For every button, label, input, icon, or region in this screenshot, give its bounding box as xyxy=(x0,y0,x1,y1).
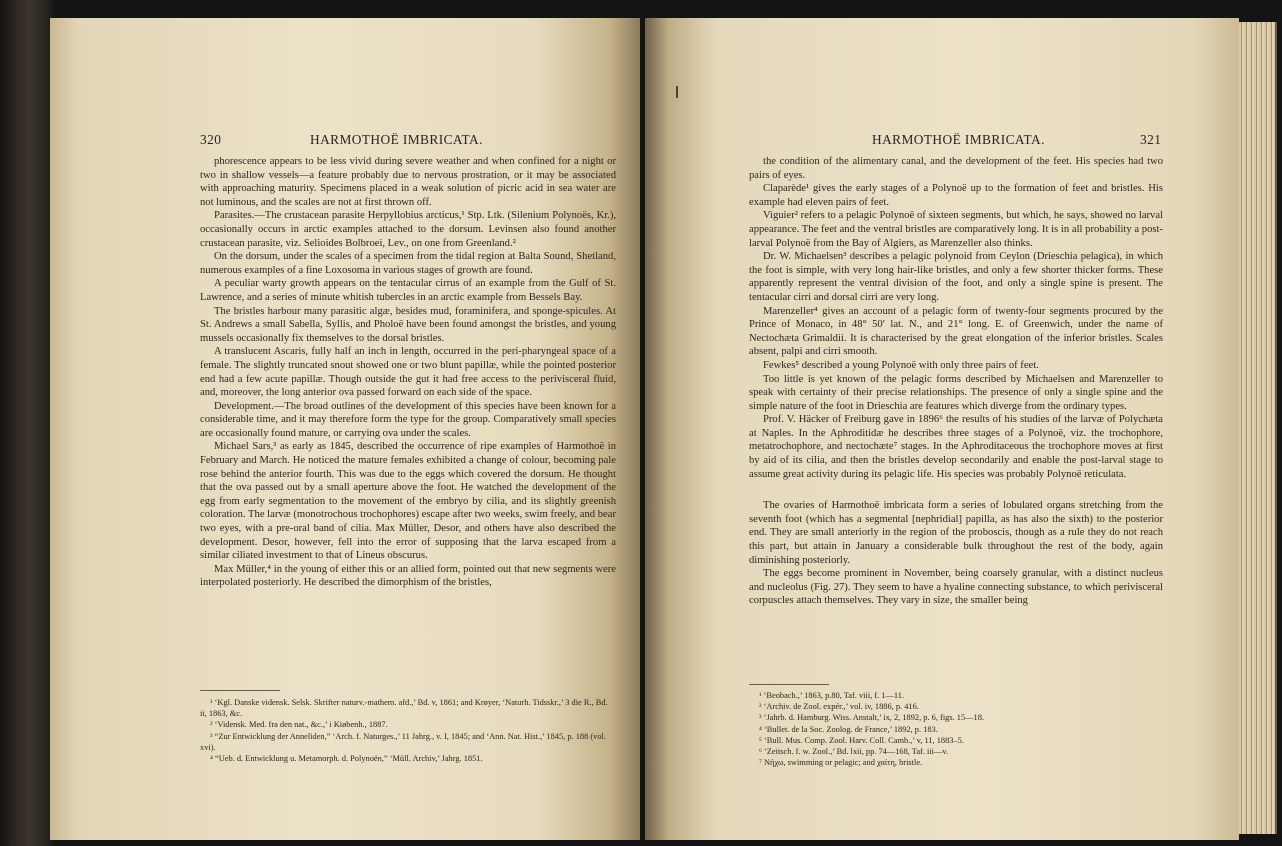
right-body-text xyxy=(749,155,1163,608)
footnote: ⁷ Νήχω, swimming or pelagic; and χαίτη, bristle. xyxy=(759,758,923,768)
body-paragraph: The eggs become prominent in November, being coarsely granular, with a distinct nucleus and nucleolus (Fig. 27). They seem to have a hyaline connecting substance, to which perivisceral corpuscles attach themselves. They vary in size, the smaller being xyxy=(749,568,1163,607)
right-footnote-rule xyxy=(749,684,829,685)
body-paragraph: Parasites.—The crustacean parasite Herpyllobius arcticus,¹ Stp. Ltk. (Silenium Polynoës, Kr.), occasionally occurs in arctic examples attached to the dorsum. Levinsen also found another crustacean parasite, viz. Selioides Bolbroei, Lev., on one from Greenland.² xyxy=(200,210,616,249)
footnote: ² ‘Archiv. de Zool. expér.,’ vol. iv, 1886, p. 416. xyxy=(759,702,919,712)
footnote: ⁶ ‘Zeitsch. f. w. Zool.,’ Bd. lxii, pp. 74—168, Taf. iii—v. xyxy=(759,747,949,757)
left-running-head: HARMOTHOË IMBRICATA. xyxy=(310,132,483,147)
body-paragraph: the condition of the alimentary canal, and the development of the feet. His species had two pairs of eyes. xyxy=(749,156,1163,181)
footnote: ¹ ‘Beobach.,’ 1863, p.80, Taf. viii, f. 1—11. xyxy=(759,691,905,700)
body-paragraph: The ovaries of Harmothoë imbricata form a series of lobulated organs stretching from the seventh foot (which has a segmental [nephridial] papilla, as has also the sixth) to the posterior end. They are small anteriorly in the region of the proboscis, though as a rule they do not reach this part, but attain in January a considerable bulk throughout the rest of the body, again diminishing posteriorly. xyxy=(749,500,1163,566)
page-edges xyxy=(1239,22,1277,834)
page-mark xyxy=(676,86,678,98)
body-paragraph: Prof. V. Häcker of Freiburg gave in 1896⁶ the results of his studies of the larvæ of Polychæta at Naples. In the Aphroditidæ he describes three stages of a Polynoë, viz. the trochophore, metatrochophore, and nectochæte⁷ stages. In the Aphroditaceous the trochophore moves at first by aid of its cilia, and then the bristles develop secondarily and enable the post-larval stage to assume great activity during its pelagic life. His species was probably Polynoë reticulata. xyxy=(749,414,1163,480)
left-footnotes xyxy=(200,697,614,764)
left-page-number: 320 xyxy=(200,132,222,147)
body-paragraph: Too little is yet known of the pelagic forms described by Michaelsen and Marenzeller to speak with certainty of their precise relationships. The presence of only a single spine and the simple nature of the foot in Drieschia are features which diverge from the ordinary types. xyxy=(749,373,1163,412)
footnote: ⁴ “Ueb. d. Entwicklung u. Metamorph. d. Polynoën,” ‘Müll. Archiv,’ Jahrg. 1851. xyxy=(210,754,483,764)
body-paragraph: The bristles harbour many parasitic algæ, besides mud, foraminifera, and sponge-spicules. At St. Andrews a small Sabella, Syllis, and Pholoë have been found amongst the bristles, and young mussels occasionally fix themselves to the dorsal bristles. xyxy=(200,305,616,344)
body-paragraph: On the dorsum, under the scales of a specimen from the tidal region at Balta Sound, Shetland, numerous examples of a fine Loxosoma in various stages of growth are found. xyxy=(200,251,616,276)
body-paragraph: Viguier² refers to a pelagic Polynoë of sixteen segments, but which, he says, showed no larval appearance. The feet and the ventral bristles are comparatively long. It is in all probability a post-larval Polynoë from the Bay of Algiers, as Marenzeller also thinks. xyxy=(749,210,1163,249)
body-paragraph: phorescence appears to be less vivid during severe weather and when confined for a night or two in shallow vessels—a feature probably due to nervous prostration, or it may be associated with approaching maturity. Specimens placed in a weak solution of picric acid in sea water are not luminous, and the scales are not at first thrown off. xyxy=(200,156,616,208)
body-paragraph: Development.—The broad outlines of the development of this species have been known for a considerable time, and it may therefore form the type for the group. Comparatively small species are occasionally found mature, or carrying ova under the scales. xyxy=(200,400,616,439)
left-body-text xyxy=(200,155,616,590)
body-paragraph: Michael Sars,³ as early as 1845, described the occurrence of ripe examples of Harmothoë in February and March. He noticed the mature females exhibited a change of colour, becoming pale rose behind the anterior fourth. This was due to the eggs which covered the dorsum. He thought that the ova passed out by a small aperture above the foot. He watched the development of the egg from early segmentation to the movement of the embryo by cilia, and its slightly greenish coloration. The larvæ (monotrochous trochophores) escape after two weeks, swim freely, and bear two eyes, with a pre-oral band of cilia. Max Müller, Desor, and others have also described the development. Desor, however, fell into the error of supposing that the larva escaped from a similar ciliated investment to that of Lineus obscurus. xyxy=(200,441,616,562)
footnote: ⁵ ‘Bull. Mus. Comp. Zool. Harv. Coll. Camb.,’ v, 11, 1883–5. xyxy=(759,735,964,745)
left-footnote-rule xyxy=(200,690,280,691)
body-paragraph: Marenzeller⁴ gives an account of a pelagic form of twenty-four segments procured by the Prince of Monaco, in 48° 50′ lat. N., and 21° long. E. of Greenwich, under the name of Nectochæta Grimaldii. It is characterised by the great elongation of the inferior bristles. Scales absent, palpi and cirri smooth. xyxy=(749,305,1163,358)
footnote: ³ “Zur Entwicklung der Anneliden,” ‘Arch. f. Naturges.,’ 11 Jahrg., v. I, 1845; and ‘Ann. Nat. Hist.,’ 1845, p. 188 (vol. xvi). xyxy=(200,731,606,752)
right-running-head: HARMOTHOË IMBRICATA. xyxy=(872,132,1045,147)
body-paragraph: Claparède¹ gives the early stages of a Polynoë up to the formation of feet and bristles. His example had eleven pairs of feet. xyxy=(749,183,1163,208)
body-paragraph: A peculiar warty growth appears on the tentacular cirrus of an example from the Gulf of St. Lawrence, and a series of minute whitish tubercles in an arctic example from Bessels Bay. xyxy=(200,278,616,303)
footnote: ¹ ‘Kgl. Danske vidensk. Selsk. Skrifter naturv.-mathem. afd.,’ Bd. v, 1861; and Krøyer, ‘Naturh. Tidsskr.,’ 3 die R., Bd. ii, 1863, &c. xyxy=(200,698,608,719)
right-footnotes xyxy=(749,690,1163,768)
right-page-number: 321 xyxy=(1140,132,1162,147)
body-paragraph: A translucent Ascaris, fully half an inch in length, occurred in the peri-pharyngeal space of a female. The slightly truncated snout showed one or two blunt papillæ, while the pointed posterior end had a few acute papillæ. Though outside the gut it had free access to the perivisceral fluid, and, moreover, the long anterior ova passed forward on each side of the space. xyxy=(200,346,616,399)
footnote: ⁴ ‘Bullet. de la Soc. Zoolog. de France,’ 1892, p. 183. xyxy=(759,724,938,734)
body-paragraph: Dr. W. Michaelsen³ describes a pelagic polynoid from Ceylon (Drieschia pelagica), in which the foot is simple, with very long hair-like bristles, and only a few shorter thicker forms. These apparently represent the ventral division of the foot, and only a single spine is present. The tentacular cirri and dorsal cirri are very long. xyxy=(749,251,1163,303)
body-paragraph: Max Müller,⁴ in the young of either this or an allied form, pointed out that new segments were interpolated posteriorly. He described the dimorphism of the bristles, xyxy=(200,563,616,589)
footnote: ² ‘Vidensk. Med. fra den nat., &c.,’ i Kiøbenh., 1887. xyxy=(210,720,388,730)
body-paragraph: Fewkes⁵ described a young Polynoë with only three pairs of feet. xyxy=(763,359,1039,371)
footnote: ³ ‘Jahrb. d. Hamburg. Wiss. Anstalt,’ ix, 2, 1892, p. 6, figs. 15—18. xyxy=(759,713,985,723)
